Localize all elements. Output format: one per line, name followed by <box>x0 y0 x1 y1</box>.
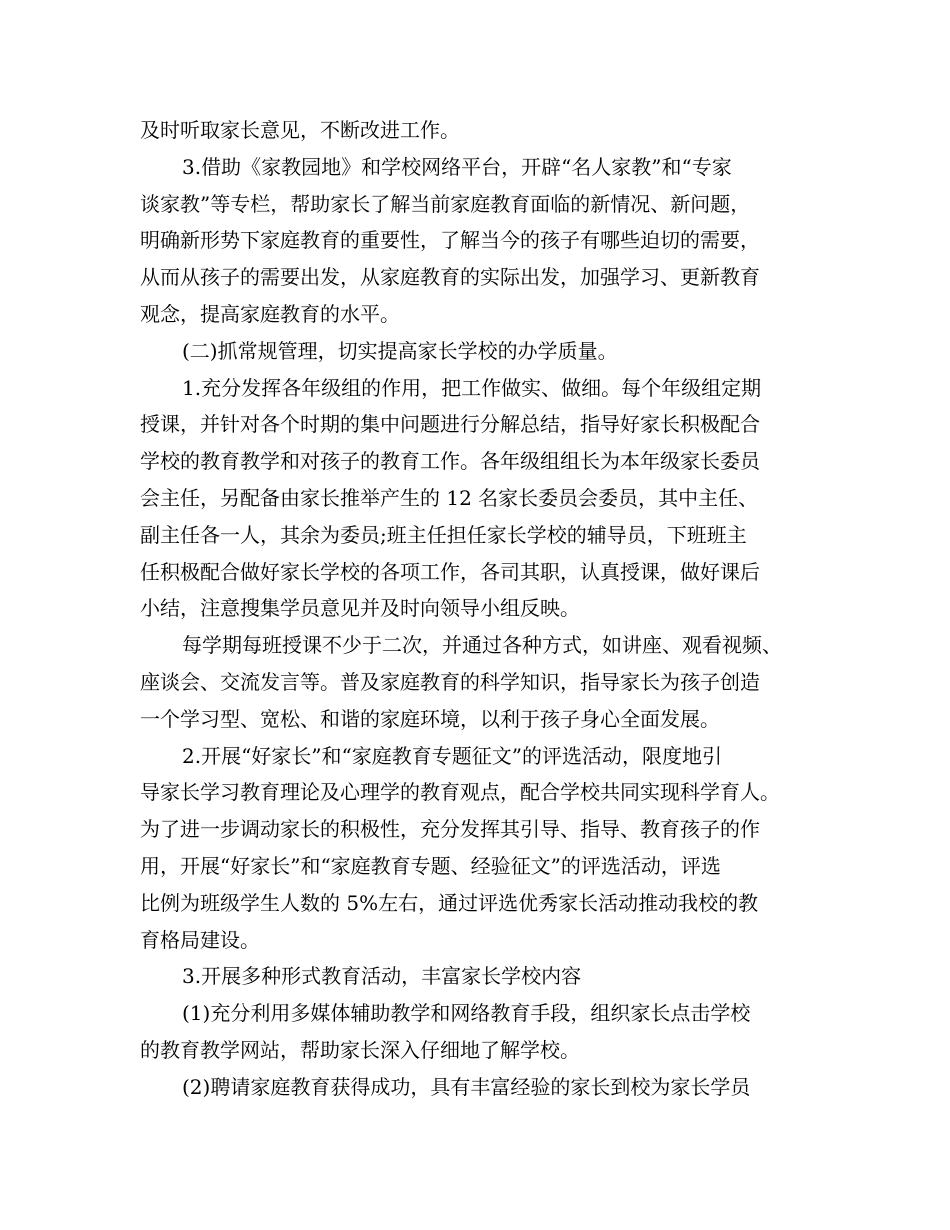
text-line: 明确新形势下家庭教育的重要性，了解当今的孩子有哪些迫切的需要， <box>140 228 760 253</box>
text-line: (二)抓常规管理，切实提高家长学校的办学质量。 <box>182 338 618 363</box>
text-line: 的教育教学网站，帮助家长深入仔细地了解学校。 <box>140 1037 580 1062</box>
text-line: 谈家教”等专栏，帮助家长了解当前家庭教育面临的新情况、新问题， <box>140 191 751 216</box>
text-line: 座谈会、交流发言等。普及家庭教育的科学知识，指导家长为孩子创造 <box>140 669 760 694</box>
text-line: 育格局建设。 <box>140 927 260 952</box>
text-line: 小结，注意搜集学员意见并及时向领导小组反映。 <box>140 596 580 621</box>
paragraph <box>140 995 830 1069</box>
text-line: 一个学习型、宽松、和谐的家庭环境，以利于孩子身心全面发展。 <box>140 706 720 731</box>
paragraph <box>140 149 830 333</box>
text-line: 1.充分发挥各年级组的作用，把工作做实、做细。每个年级组定期 <box>182 375 762 400</box>
text-line: 学校的教育教学和对孩子的教育工作。各年级组组长为本年级家长委员 <box>140 449 760 474</box>
text-line: 副主任各一人，其余为委员;班主任担任家长学校的辅导员，下班班主 <box>140 522 747 547</box>
paragraph <box>140 333 830 370</box>
text-line: 观念，提高家庭教育的水平。 <box>140 301 400 326</box>
text-line: 每学期每班授课不少于二次，并通过各种方式，如讲座、观看视频、 <box>182 633 782 658</box>
text-line: (2)聘请家庭教育获得成功，具有丰富经验的家长到校为家长学员 <box>182 1074 751 1099</box>
text-line: (1)充分利用多媒体辅助教学和网络教育手段，组织家长点击学校 <box>182 1001 751 1026</box>
text-line: 及时听取家长意见，不断改进工作。 <box>140 118 460 142</box>
paragraph <box>140 1069 830 1106</box>
paragraph <box>140 738 830 959</box>
document-body <box>140 112 830 1106</box>
paragraph <box>140 627 830 737</box>
paragraph <box>140 370 830 628</box>
text-line: 2.开展“好家长”和“家庭教育专题征文”的评选活动，限度地引 <box>182 743 722 768</box>
text-line: 3.开展多种形式教育活动，丰富家长学校内容 <box>182 964 582 989</box>
text-line: 导家长学习教育理论及心理学的教育观点，配合学校共同实现科学育人。 <box>140 780 780 805</box>
text-line: 3.借助《家教园地》和学校网络平台，开辟“名人家教”和“专家 <box>182 154 732 179</box>
text-line: 会主任，另配备由家长推举产生的 12 名家长委员会委员，其中主任、 <box>140 485 759 510</box>
text-line: 授课，并针对各个时期的集中问题进行分解总结，指导好家长积极配合 <box>140 412 760 437</box>
paragraph <box>140 112 830 149</box>
text-line: 任积极配合做好家长学校的各项工作，各司其职，认真授课，做好课后 <box>140 559 760 584</box>
text-line: 从而从孩子的需要出发，从家庭教育的实际出发，加强学习、更新教育 <box>140 265 760 290</box>
text-line: 比例为班级学生人数的 5%左右，通过评选优秀家长活动推动我校的教 <box>140 890 759 915</box>
text-line: 用，开展“好家长”和“家庭教育专题、经验征文”的评选活动，评选 <box>140 853 721 878</box>
paragraph <box>140 958 830 995</box>
text-line: 为了进一步调动家长的积极性，充分发挥其引导、指导、教育孩子的作 <box>140 817 760 842</box>
